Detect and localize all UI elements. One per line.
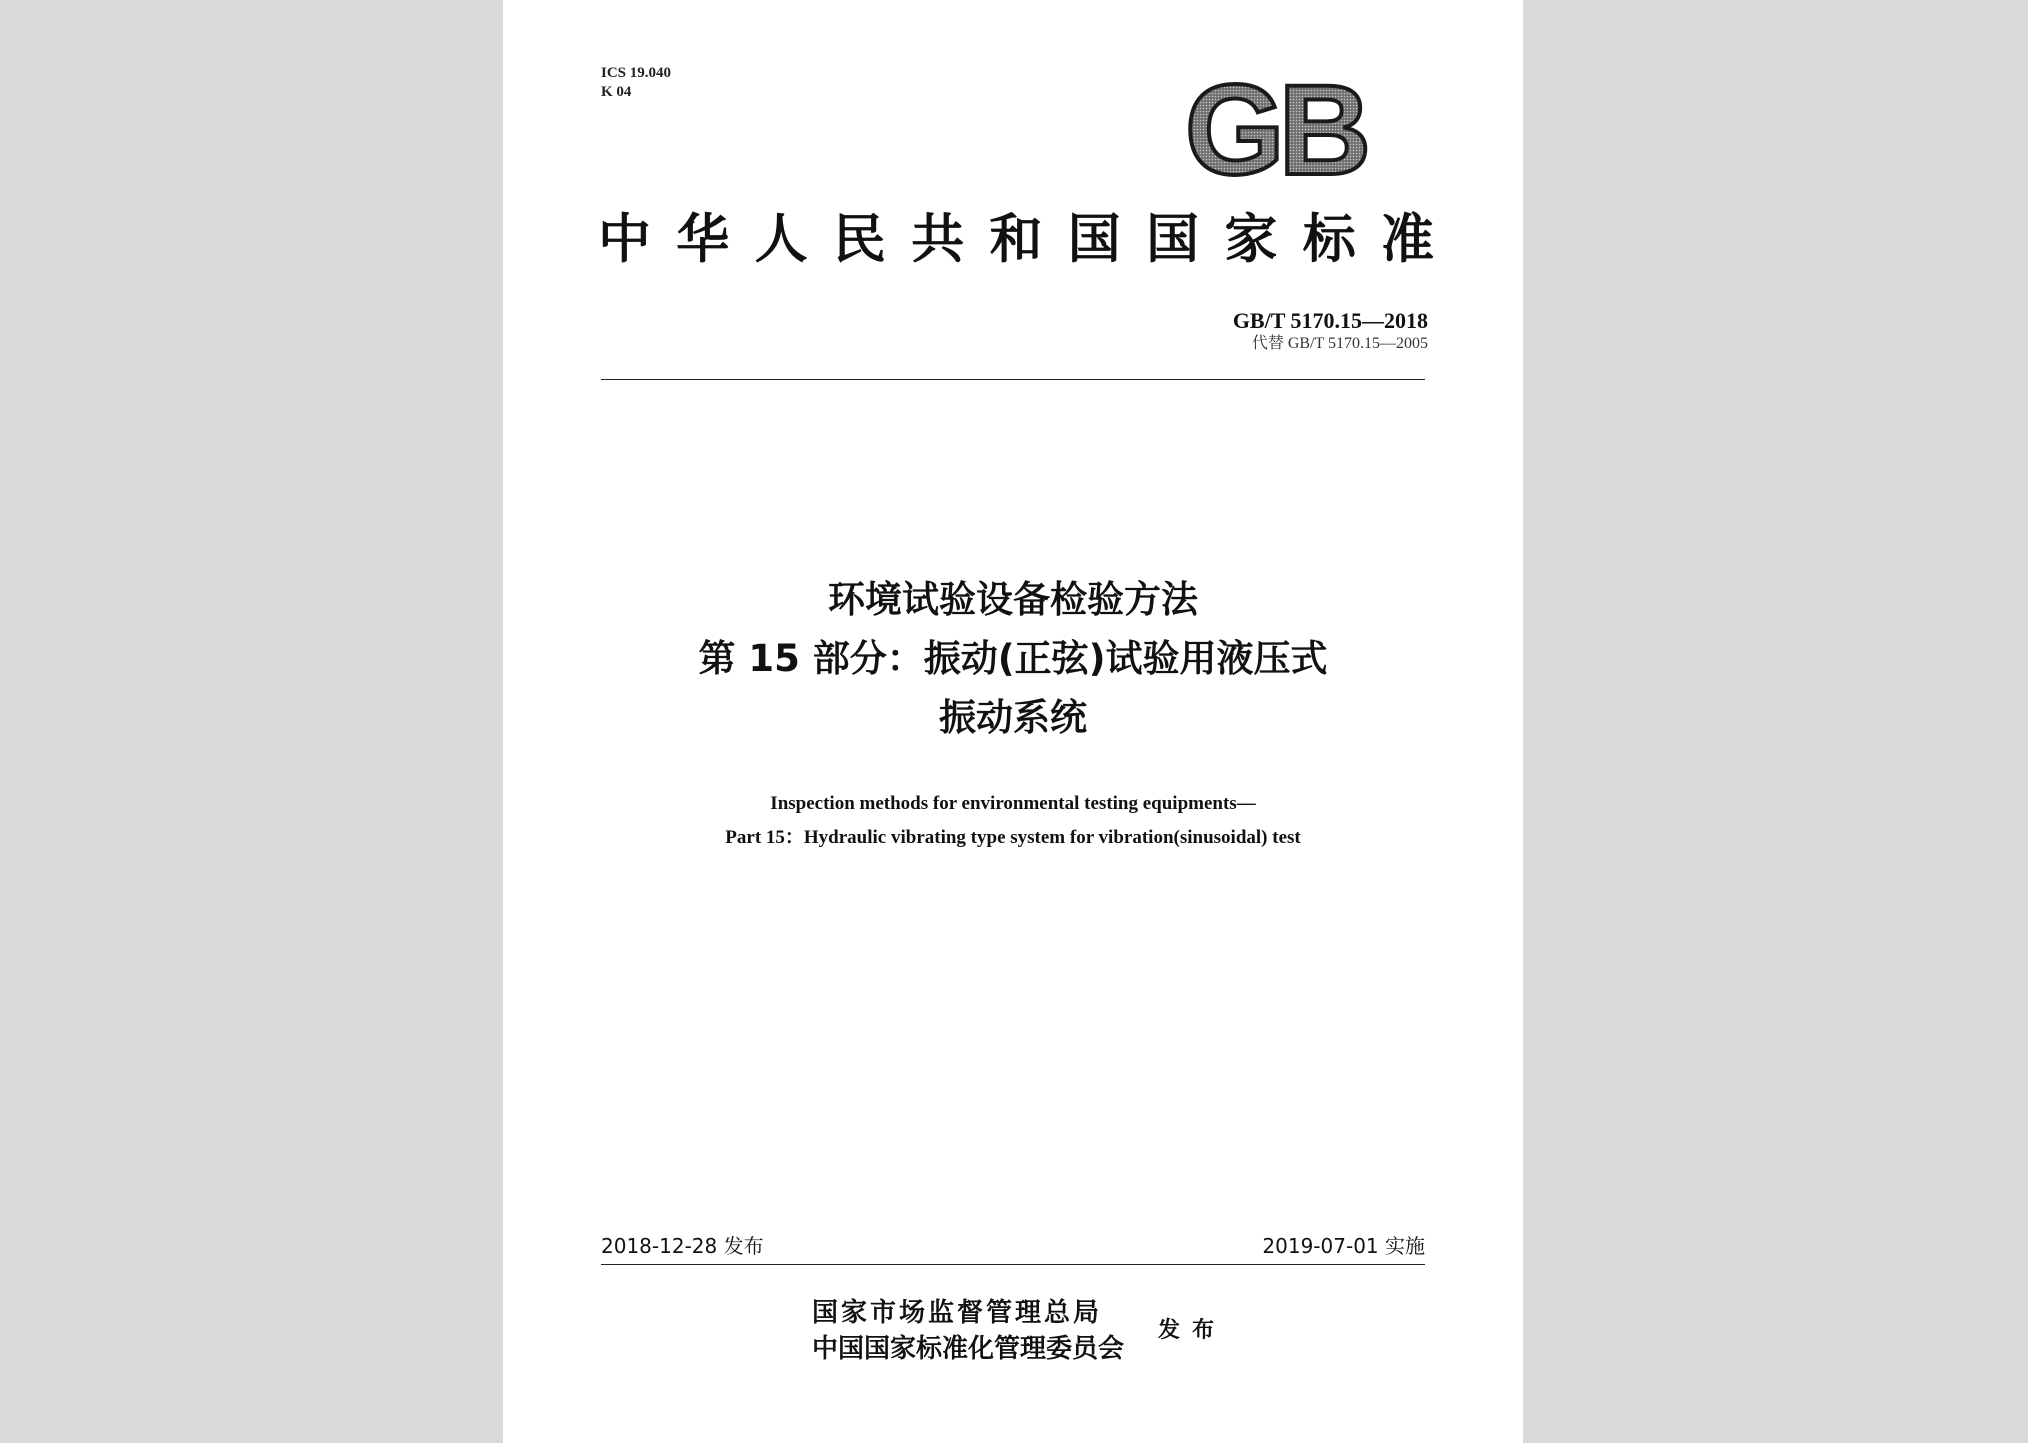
gb-logo-text: GB [1185, 74, 1365, 186]
footer-divider [601, 1264, 1425, 1265]
chinese-title-line-2: 第 15 部分：振动(正弦)试验用液压式 [698, 637, 1328, 680]
publishers-block [812, 1295, 1124, 1367]
implementation-date: 2019-07-01 实施 [1262, 1234, 1425, 1258]
english-title [601, 787, 1425, 855]
publish-label: 发布 [1158, 1317, 1227, 1343]
english-title-line-1: Inspection methods for environmental testing equipments— [770, 793, 1256, 814]
chinese-title-line-3: 振动系统 [939, 696, 1087, 739]
replaces-standard: 代替 GB/T 5170.15—2005 [1251, 335, 1428, 352]
standard-number-block [1233, 308, 1428, 354]
classification-codes [601, 64, 671, 102]
gb-logo [1172, 74, 1378, 186]
national-standard-title: 中华人民共和国国家标准 [598, 208, 1434, 270]
ccs-code: K 04 [601, 84, 632, 100]
ics-code: ICS 19.040 [601, 65, 672, 81]
header-divider [601, 379, 1425, 380]
chinese-title [601, 570, 1425, 747]
document-page [503, 0, 1523, 1443]
publisher-1: 国家市场监督管理总局 [812, 1298, 1103, 1328]
english-title-line-2: Part 15：Hydraulic vibrating type system for vibration(sinusoidal) test [725, 827, 1301, 848]
standard-code: GB/T 5170.15—2018 [1232, 308, 1428, 333]
issue-date: 2018-12-28 发布 [601, 1234, 764, 1258]
chinese-title-line-1: 环境试验设备检验方法 [828, 578, 1198, 621]
publisher-2: 中国国家标准化管理委员会 [812, 1334, 1125, 1364]
